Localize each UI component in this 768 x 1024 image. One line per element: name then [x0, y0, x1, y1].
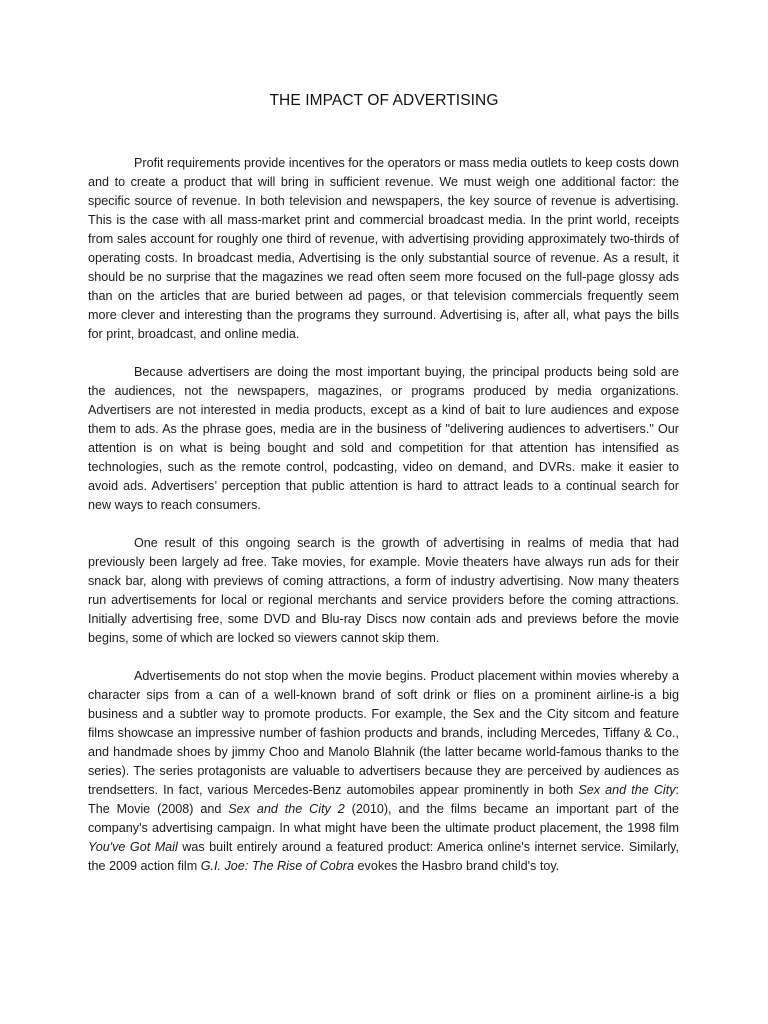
- page-title: THE IMPACT OF ADVERTISING: [269, 92, 499, 109]
- paragraph-4-italic-title-1: Sex and the City: [578, 783, 676, 797]
- paragraph-4-run-9: evokes the Hasbro brand child's toy.: [354, 859, 560, 873]
- paragraph-4-run-5: (2010), and the films became an important part of the company's advertising campaign. In what might have been the ultimate product placement, the 1998 film: [88, 802, 679, 835]
- paragraph-4: [88, 667, 679, 876]
- paragraph-4-italic-title-4: G.I. Joe: The Rise of Cobra: [200, 859, 355, 873]
- paragraph-4-run-7: was built entirely around a featured product: America online's internet service. Similarly, the 2009 action film: [88, 840, 679, 873]
- paragraph-3-run-1: One result of this ongoing search is the growth of advertising in realms of media that had previously been largely ad free. Take movies, for example. Movie theaters have always run ads for their snack bar, along with previews of coming attractions, a form of industry advertising. Now many theaters run advertisements for local or regional merchants and service providers before the coming attractions. Initially advertising free, some DVD and Blu-ray Discs now contain ads and previews before the movie begins, some of which are locked so viewers cannot skip them.: [88, 536, 679, 645]
- paragraph-2-run-1: Because advertisers are doing the most important buying, the principal products being sold are the audiences, not the newspapers, magazines, or programs produced by media organizations. Advertisers are not interested in media products, except as a kind of bait to lure audiences and expose them to ads. As the phrase goes, media are in the business of "delivering audiences to advertisers." Our attention is on what is being bought and sold and competition for that attention has intensified as technologies, such as the remote control, podcasting, video on demand, and DVRs. make it easier to avoid ads. Advertisers’ perception that public attention is hard to attract leads to a continual search for new ways to reach consumers.: [88, 365, 679, 512]
- paragraph-4-italic-title-3: You've Got Mail: [88, 840, 178, 854]
- document-body: [88, 154, 679, 895]
- paragraph-1-run-1: Profit requirements provide incentives for the operators or mass media outlets to keep costs down and to create a product that will bring in sufficient revenue. We must weigh one additional factor: the specific source of revenue. In both television and newspapers, the key source of revenue is advertising. This is the case with all mass-market print and commercial broadcast media. In the print world, receipts from sales account for roughly one third of revenue, with advertising providing approximately two-thirds of operating costs. In broadcast media, Advertising is the only substantial source of revenue. As a result, it should be no surprise that the magazines we read often seem more focused on the full-page glossy ads than on the articles that are buried between ad pages, or that television commercials frequently seem more clever and interesting than the programs they surround. Advertising is, after all, what pays the bills for print, broadcast, and online media.: [88, 156, 679, 341]
- paragraph-2: [88, 363, 679, 515]
- paragraph-4-italic-title-2: Sex and the City 2: [228, 802, 345, 816]
- paragraph-1: [88, 154, 679, 344]
- paragraph-4-run-3: : The Movie (2008) and: [88, 783, 680, 816]
- paragraph-4-run-1: Advertisements do not stop when the movie begins. Product placement within movies whereby a character sips from a can of a well-known brand of soft drink or flies on a prominent airline-is a big business and a subtler way to promote products. For example, the Sex and the City sitcom and feature films showcase an impressive number of fashion products and brands, including Mercedes, Tiffany & Co., and handmade shoes by jimmy Choo and Manolo Blahnik (the latter became world-famous thanks to the series). The series protagonists are valuable to advertisers because they are perceived by audiences as trendsetters. In fact, various Mercedes-Benz automobiles appear prominently in both: [88, 669, 679, 797]
- paragraph-3: [88, 534, 679, 648]
